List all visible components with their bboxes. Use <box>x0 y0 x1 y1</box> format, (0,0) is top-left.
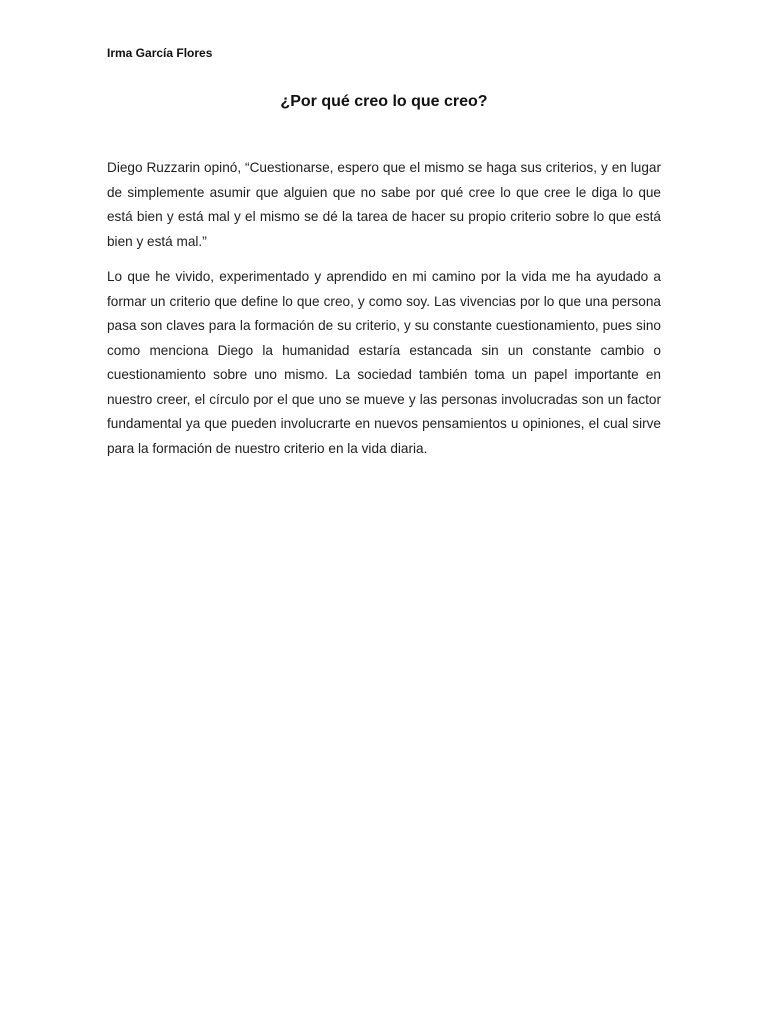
paragraph-2: Lo que he vivido, experimentado y aprendido en mi camino por la vida me ha ayudado a formar un criterio que define lo que creo, y como soy. Las vivencias por lo que una persona pasa son claves para la formación de su criterio, y su constante cuestionamiento, pues sino como menciona Diego la humanidad estaría estancada sin un constante cambio o cuestionamiento sobre uno mismo. La sociedad también toma un papel importante en nuestro creer, el círculo por el que uno se mueve y las personas involucradas son un factor fundamental ya que pueden involucrarte en nuevos pensamientos u opiniones, el cual sirve para la formación de nuestro criterio en la vida diaria. <box>107 269 661 456</box>
paragraph-1: Diego Ruzzarin opinó, “Cuestionarse, espero que el mismo se haga sus criterios, y en lugar de simplemente asumir que alguien que no sabe por qué cree lo que cree le diga lo que está bien y está mal y el mismo se dé la tarea de hacer su propio criterio sobre lo que está bien y está mal.” <box>107 160 661 249</box>
author-name: Irma García Flores <box>107 46 213 60</box>
document-title: ¿Por qué creo lo que creo? <box>280 93 488 110</box>
